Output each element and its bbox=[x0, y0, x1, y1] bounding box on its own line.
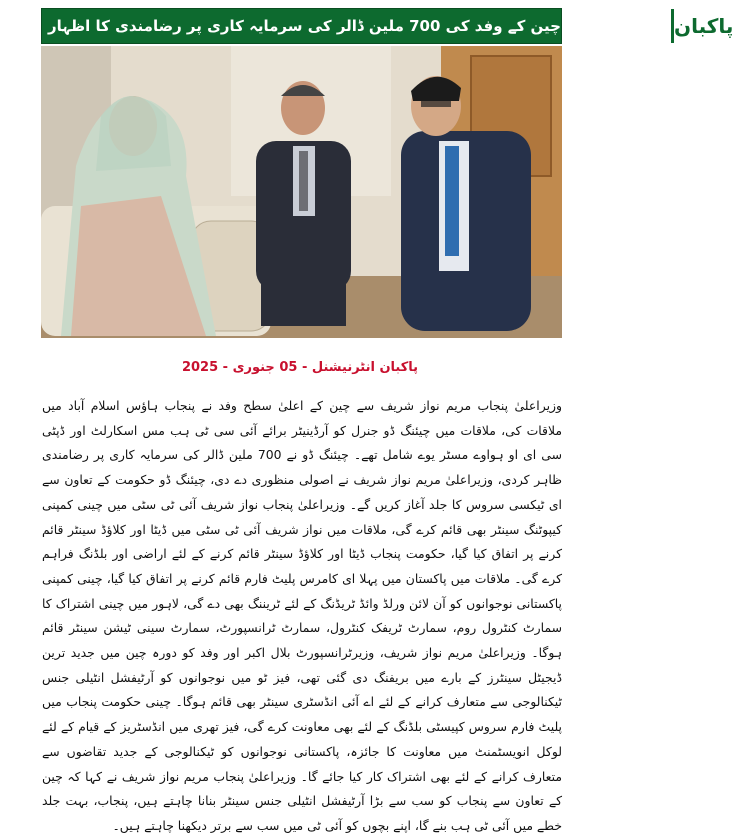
dateline: پاکبان انٹرنیشنل - 05 جنوری - 2025 bbox=[181, 360, 419, 375]
brand-logo: پاکبان bbox=[671, 9, 733, 43]
article-body bbox=[42, 394, 562, 839]
header-banner bbox=[41, 8, 733, 44]
article-paragraph: وزیراعلیٰ پنجاب مریم نواز شریف سے چین کے اعلیٰ سطح وفد نے پنجاب ہاؤس اسلام آباد میں ملاقات کی، ملاقات میں چیئنگ ڈو جنرل کو آرڈینیٹر برائے آئی سی ٹی ہب مس اسکارلٹ اور ڈپٹی سی ای او ہواوے مسٹر یوے شامل تھے۔ چیئنگ ڈو نے 700 ملین ڈالر کی سرمایہ کاری پر رضامندی ظاہر کردی، وزیراعلیٰ مریم نواز شریف نے اصولی منظوری دے دی، چیئنگ ڈو حکومت کے تعاون سے ای ٹیکسی سروس کا جلد آغاز کریں گے۔ وزیراعلیٰ پنجاب نواز شریف آئی ٹی سٹی میں چینی کمپنی کیپوٹنگ سینٹر بھی قائم کرے گی، ملاقات میں نواز شریف آئی ٹی سٹی میں ڈیٹا اور کلاؤڈ سینٹر قائم کرنے پر اتفاق کیا گیا، حکومت پنجاب ڈیٹا اور کلاؤڈ سینٹر قائم کرنے کے لئے اراضی اور بلڈنگ فراہم کرے گی۔ ملاقات میں پاکستان میں پہلا ای کامرس پلیٹ فارم قائم کرنے پر اتفاق کیا گیا، چینی کمپنی پاکستانی نوجوانوں کو آن لائن ورلڈ وائڈ ٹریڈنگ کے لئے ٹریننگ بھی دے گی، لاہور میں چینی اشتراک کا سمارٹ کنٹرول روم، سمارٹ ٹریفک کنٹرول، سمارٹ ٹرانسپورٹ، سمارٹ سینی ٹیشن سینٹر قائم ہوگا۔ وزیراعلیٰ مریم نواز شریف، وزیرٹرانسپورٹ بلال اکبر اور وفد کو دورہ چین میں جدید ترین ڈیجیٹل سینٹرز کے بارے میں بریفنگ دی گئی تھی، فیز ٹو میں نوجوانوں کو آرٹیفشل انٹیلی جنس ٹیکنالوجی سے متعارف کرانے کے لئے اے آئی انڈسٹری سینٹر بھی قائم ہوگا۔ چینی حکومت پنجاب میں پلیٹ فارم سروس کپیسٹی بلڈنگ کے لئے بھی معاونت کرے گی، فیز تھری میں انڈسٹریز کے قیام کے لئے لوکل انویسٹمنٹ میں معاونت کا جائزہ، پاکستانی نوجوانوں کو ٹیکنالوجی کے جدید تقاضوں سے متعارف کرانے کے لئے بھی اشتراک کار کیا جائے گا۔ وزیراعلیٰ پنجاب مریم نواز شریف نے کہا کہ چین کے تعاون سے پنجاب کو سب سے بڑا آرٹیفشل انٹیلی جنس سینٹر بنانا چاہتے ہیں، پنجاب، بہت جلد خطے میں آئی ٹی ہب بنے گا، اپنے بچوں کو آئی ٹی میں سب سے برتر دیکھنا چاہتے ہیں۔ bbox=[42, 398, 562, 833]
news-photo bbox=[41, 46, 562, 338]
headline: مریم نواز سے چین کے وفد کی 700 ملین ڈالر کی سرمایہ کاری پر رضامندی کا اظہار bbox=[48, 17, 665, 35]
